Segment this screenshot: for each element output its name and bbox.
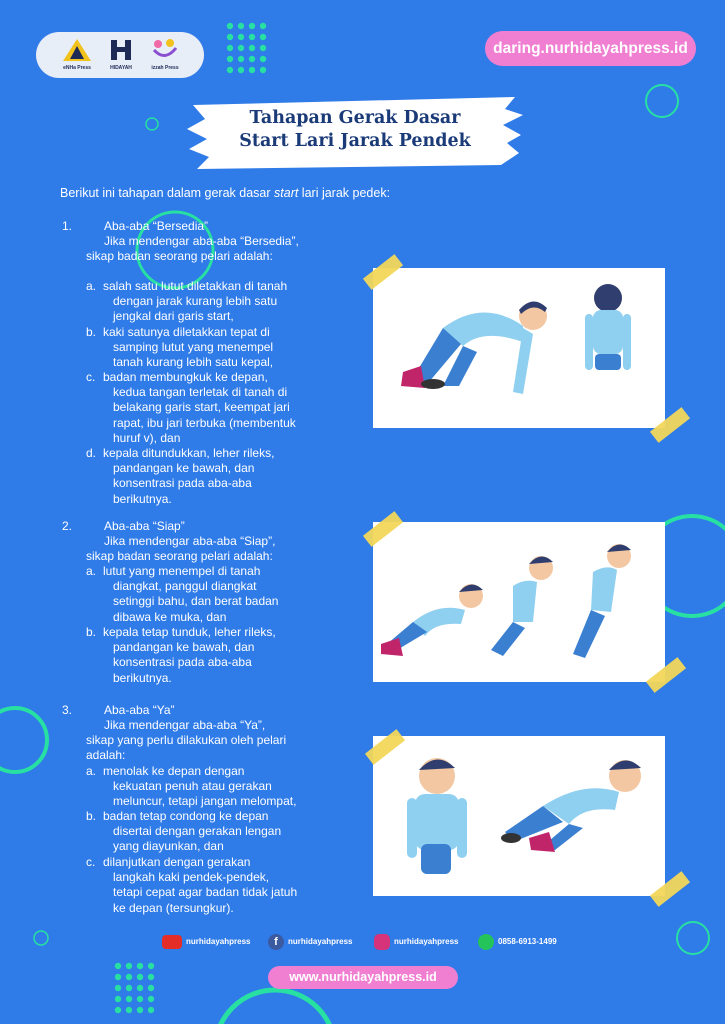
decorative-dot [137,985,143,991]
title-banner [185,93,525,171]
decorative-dot [260,23,266,29]
youtube-icon [162,935,182,949]
decorative-dot [227,45,233,51]
decorative-dot [249,23,255,29]
illustration-siap [373,522,665,682]
list-item: d. kepala ditundukkan, leher rileks, pandangan ke bawah, dan konsentrasi pada aba-aba berikutnya. [86,446,275,506]
decorative-dot [249,56,255,62]
decorative-dot [238,34,244,40]
whatsapp-icon [478,934,494,950]
instagram-icon [374,934,390,950]
decorative-dot [260,56,266,62]
publisher-logos [36,32,204,78]
decorative-dot [115,996,121,1002]
decorative-ring [0,708,47,772]
decorative-dot [260,34,266,40]
section-3-heading: Aba-aba “Ya” [104,703,175,717]
list-item: c. badan membungkuk ke depan, kedua tangan terletak di tanah di belakang garis start, keempat jari rapat, ibu jari terbuka (membentuk huruf v), dan [86,370,296,445]
decorative-dot [249,34,255,40]
decorative-dot [137,996,143,1002]
illustration-bersedia [373,268,665,428]
list-item: c. dilanjutkan dengan gerakan langkah kaki pendek-pendek, tetapi cepat agar badan tidak jatuh ke depan (tersungkur). [86,855,298,915]
youtube-link[interactable]: nurhidayahpress [162,934,250,950]
section-3-number: 3. [62,703,73,717]
decorative-dot [227,56,233,62]
list-item: a. menolak ke depan dengan kekuatan penuh atau gerakan meluncur, tetapi jangan melompat, [86,764,297,809]
list-item: a. salah satu lutut diletakkan di tanah dengan jarak kurang lebih satu jengkal dari garis start, [86,279,288,324]
decorative-dot [238,56,244,62]
decorative-dot [137,1007,143,1013]
decorative-ring [646,85,678,117]
decorative-dot [260,67,266,73]
decorative-ring [146,118,158,130]
decorative-dot [115,963,121,969]
website-badge[interactable]: www.nurhidayahpress.id [268,966,458,989]
decorative-dot [126,974,132,980]
decorative-ring [34,931,48,945]
decorative-dot [126,985,132,991]
decorative-dot [137,963,143,969]
list-item: b. badan tetap condong ke depan disertai dengan gerakan lengan yang diayunkan, dan [86,809,282,854]
section-1-paragraph: Jika mendengar aba-aba “Bersedia”, sikap badan seorang pelari adalah: [86,234,299,264]
decorative-dot [227,34,233,40]
decorative-dot [115,1007,121,1013]
decorative-dot [148,963,154,969]
instagram-link[interactable]: nurhidayahpress [374,934,458,950]
section-3-paragraph: Jika mendengar aba-aba “Ya”, sikap yang perlu dilakukan oleh pelari adalah: [86,718,287,763]
site-url-badge[interactable]: daring.nurhidayahpress.id [485,31,696,66]
section-2-number: 2. [62,519,73,533]
decorative-dot [238,23,244,29]
decorative-dot [249,67,255,73]
facebook-icon: f [268,934,284,950]
decorative-dot [115,974,121,980]
decorative-dot [126,1007,132,1013]
whatsapp-link[interactable]: 0858-6913-1499 [478,934,557,950]
decorative-dot [115,985,121,991]
facebook-link[interactable]: f nurhidayahpress [268,934,352,950]
illustration-ya [373,736,665,896]
decorative-dot [148,1007,154,1013]
decorative-dot [148,974,154,980]
izzah-press-logo: izzah Press [148,38,182,72]
hidayah-logo: HIDAYAH [104,38,138,72]
decorative-dot [137,974,143,980]
intro-text: Berikut ini tahapan dalam gerak dasar start lari jarak pedek: [60,186,391,200]
list-item: b. kepala tetap tunduk, leher rileks, pandangan ke bawah, dan konsentrasi pada aba-aba berikutnya. [86,625,276,685]
decorative-dot [227,23,233,29]
page-title: Tahapan Gerak Dasar Start Lari Jarak Pendek [239,108,471,151]
decorative-dot [249,45,255,51]
decorative-dot [126,963,132,969]
decorative-dot [238,67,244,73]
decorative-dot [238,45,244,51]
section-1-number: 1. [62,219,73,233]
section-2-paragraph: Jika mendengar aba-aba “Siap”, sikap badan seorang pelari adalah: [86,534,276,564]
enha-press-logo: eNHa Press [60,38,94,72]
decorative-dot [148,996,154,1002]
section-1-heading: Aba-aba “Bersedia” [104,219,209,233]
decorative-dot [126,996,132,1002]
decorative-dot [148,985,154,991]
section-2-heading: Aba-aba “Siap” [104,519,185,533]
decorative-ring [677,922,709,954]
decorative-dot [227,67,233,73]
decorative-ring [215,990,335,1024]
list-item: a. lutut yang menempel di tanah diangkat, panggul diangkat setinggi bahu, dan berat badan dibawa ke muka, dan [86,564,279,624]
list-item: b. kaki satunya diletakkan tepat di samping lutut yang menempel tanah kurang lebih satu kepal, [86,325,274,370]
decorative-dot [260,45,266,51]
